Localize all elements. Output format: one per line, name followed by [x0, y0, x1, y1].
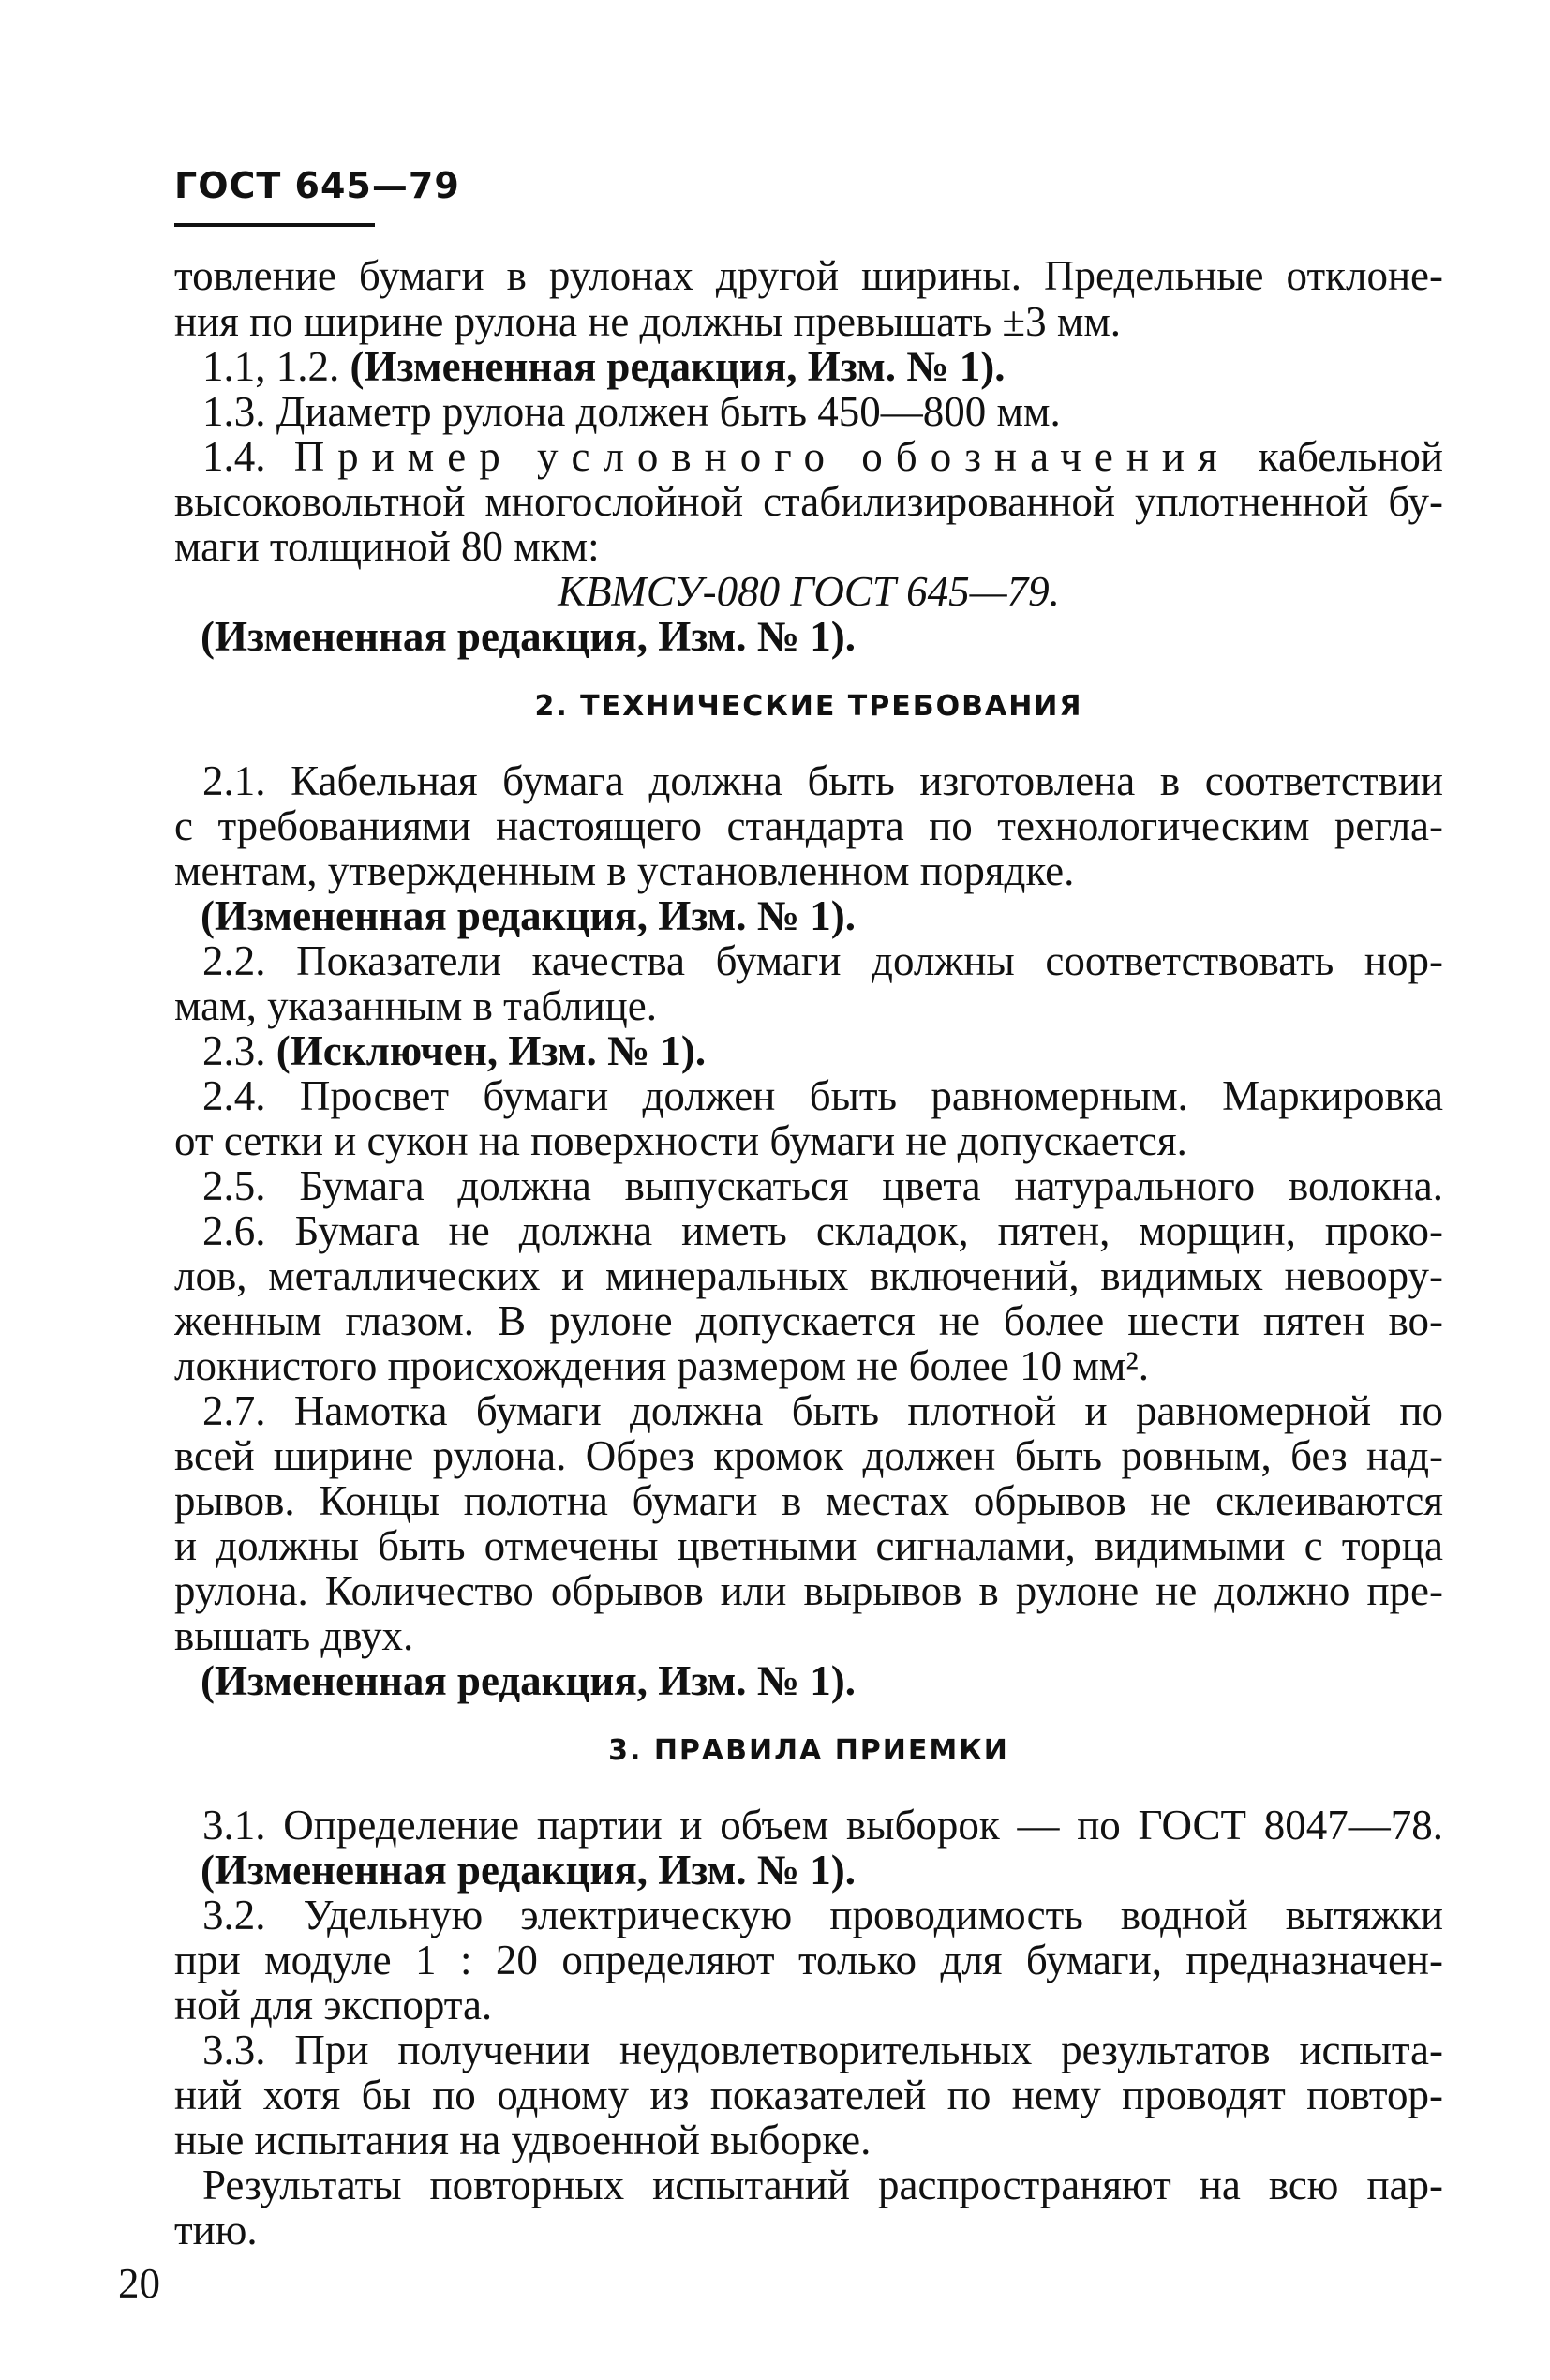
amendment-note: (Измененная редакция, Изм. № 1).: [201, 1657, 857, 1704]
text-line: всей ширине рулона. Обрез кромок должен быть ровным, без над-: [174, 1432, 1443, 1479]
text-line: тию.: [174, 2207, 258, 2253]
text-line: рывов. Концы полотна бумаги в местах обрывов не склеиваются: [174, 1477, 1443, 1524]
text-line: ные испытания на удвоенной выборке.: [174, 2117, 872, 2163]
clause-number: 1.1, 1.2.: [202, 343, 340, 390]
amendment-note: (Измененная редакция, Изм. № 1).: [201, 613, 857, 660]
designation-example: КВМСУ-080 ГОСТ 645—79.: [558, 568, 1060, 615]
text-line: от сетки и сукон на поверхности бумаги не допускается.: [174, 1117, 1187, 1164]
text-line: ния по ширине рулона не должны превышать ±3 мм.: [174, 298, 1122, 345]
text-line: 2.4. Просвет бумаги должен быть равномерным. Маркировка: [202, 1072, 1443, 1119]
text-word: кабельной: [1258, 433, 1443, 480]
section-heading: 3. ПРАВИЛА ПРИЕМКИ: [608, 1734, 1009, 1767]
text-line: товление бумаги в рулонах другой ширины. Предельные отклоне-: [174, 252, 1443, 299]
text-line: 2.2. Показатели качества бумаги должны соответствовать нор-: [202, 937, 1443, 984]
section-heading: 2. ТЕХНИЧЕСКИЕ ТРЕБОВАНИЯ: [534, 690, 1083, 723]
text-line: [174, 431, 1443, 482]
amendment-note: (Измененная редакция, Изм. № 1).: [350, 343, 1006, 390]
text-line: с требованиями настоящего стандарта по технологическим регла-: [174, 802, 1443, 849]
header-rule: [174, 223, 375, 227]
text-line: женным глазом. В рулоне допускается не более шести пятен во-: [174, 1297, 1443, 1344]
text-line: высоковольтной многослойной стабилизированной уплотненной бу-: [174, 478, 1443, 525]
text-line: 3.3. При получении неудовлетворительных результатов испыта-: [202, 2027, 1443, 2073]
text-line: ментам, утвержденным в установленном порядке.: [174, 847, 1075, 894]
text-line: [174, 341, 1443, 392]
text-line: 2.6. Бумага не должна иметь складок, пятен, морщин, проко-: [202, 1207, 1443, 1254]
amendment-note: (Измененная редакция, Изм. № 1).: [201, 892, 857, 939]
text-line: маги толщиной 80 мкм:: [174, 523, 600, 570]
text-line: лов, металлических и минеральных включений, видимых невоору-: [174, 1252, 1443, 1299]
amendment-note: (Измененная редакция, Изм. № 1).: [201, 1847, 857, 1894]
text-line: рулона. Количество обрывов или вырывов в рулоне не должно пре-: [174, 1567, 1443, 1614]
text-line: вышать двух.: [174, 1612, 414, 1659]
amendment-note: (Исключен, Изм. № 1).: [276, 1027, 707, 1074]
text-line: мам, указанным в таблице.: [174, 982, 657, 1029]
page-header: ГОСТ 645—79: [174, 165, 460, 206]
page-number: 20: [118, 2260, 160, 2307]
text-line: при модуле 1 : 20 определяют только для бумаги, предназначен-: [174, 1937, 1443, 1983]
spaced-phrase: Пример условного обозначения: [293, 433, 1230, 480]
text-line: [174, 1025, 1443, 1076]
text-line: 1.3. Диаметр рулона должен быть 450—800 мм.: [202, 388, 1061, 435]
text-line: и должны быть отмечены цветными сигналами, видимыми с торца: [174, 1522, 1443, 1569]
text-line: 2.5. Бумага должна выпускаться цвета натурального волокна.: [202, 1162, 1443, 1209]
text-line: 3.2. Удельную электрическую проводимость водной вытяжки: [202, 1892, 1443, 1938]
clause-number: 2.3.: [202, 1027, 266, 1074]
text-line: ний хотя бы по одному из показателей по нему проводят повтор-: [174, 2072, 1443, 2118]
clause-number: 1.4.: [202, 433, 266, 480]
text-line: ной для экспорта.: [174, 1982, 493, 2028]
text-line: 3.1. Определение партии и объем выборок — по ГОСТ 8047—78.: [202, 1802, 1443, 1849]
text-line: 2.1. Кабельная бумага должна быть изготовлена в соответствии: [202, 757, 1443, 804]
text-line: 2.7. Намотка бумаги должна быть плотной и равномерной по: [202, 1387, 1443, 1434]
text-line: локнистого происхождения размером не более 10 мм².: [174, 1342, 1150, 1389]
text-line: Результаты повторных испытаний распространяют на всю пар-: [202, 2162, 1443, 2208]
